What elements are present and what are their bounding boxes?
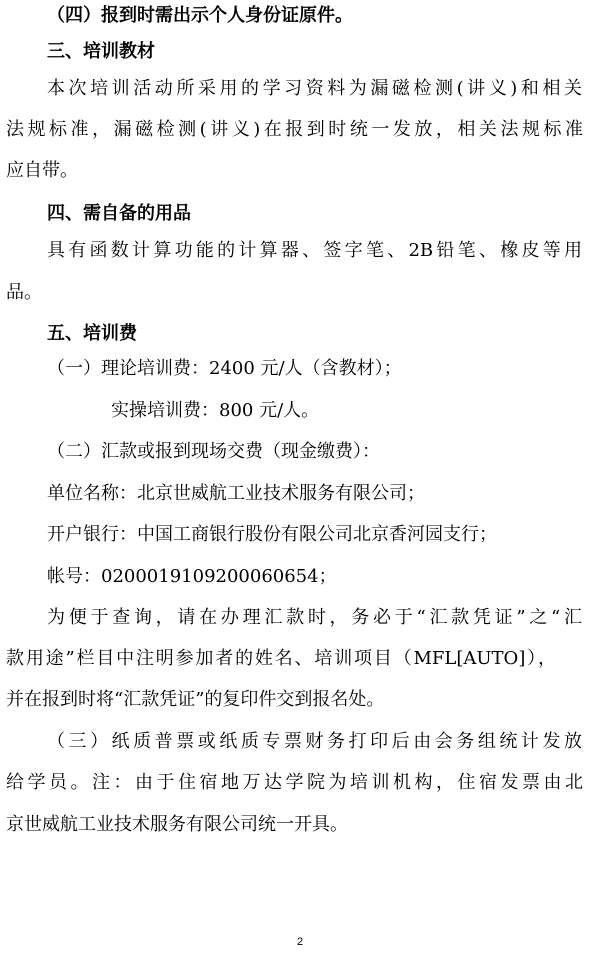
paragraph-remittance-line-1: 为便于查询，请在办理汇款时，务必于“汇款凭证”之“汇 bbox=[47, 607, 582, 628]
fee-payment-method: （二）汇款或报到现场交费（现金缴费）： bbox=[47, 441, 380, 462]
paragraph-invoice-line-1: （三）纸质普票或纸质专票财务打印后由会务组统计发放 bbox=[47, 731, 582, 752]
paragraph-materials-line-2: 法规标准，漏磁检测(讲义)在报到时统一发放，相关法规标准 bbox=[6, 119, 583, 140]
paragraph-invoice-line-2: 给学员。注：由于住宿地万达学院为培训机构，住宿发票由北 bbox=[6, 772, 583, 793]
heading-training-fee: 五、培训费 bbox=[47, 323, 137, 344]
paragraph-items-line-1: 具有函数计算功能的计算器、签字笔、2B铅笔、橡皮等用 bbox=[47, 240, 582, 261]
fee-theory: （一）理论培训费：2400 元/人（含教材）； bbox=[47, 358, 402, 379]
bank-company-name: 单位名称：北京世威航工业技术服务有限公司； bbox=[47, 483, 425, 504]
bank-account-number: 帐号：0200019109200060654； bbox=[47, 566, 337, 587]
bank-name: 开户银行：中国工商银行股份有限公司北京香河园支行； bbox=[47, 524, 497, 545]
page-number: 2 bbox=[296, 936, 304, 948]
heading-self-prepared-items: 四、需自备的用品 bbox=[47, 203, 191, 224]
item-id-card-requirement: （四）报到时需出示个人身份证原件。 bbox=[47, 5, 353, 26]
fee-practical: 实操培训费：800 元/人。 bbox=[111, 400, 320, 421]
paragraph-materials-line-1: 本次培训活动所采用的学习资料为漏磁检测(讲义)和相关 bbox=[47, 78, 582, 99]
paragraph-remittance-line-2: 款用途”栏目中注明参加者的姓名、培训项目（MFL[AUTO]）， bbox=[6, 648, 556, 669]
paragraph-invoice-line-3: 京世威航工业技术服务有限公司统一开具。 bbox=[6, 814, 348, 835]
heading-training-materials: 三、培训教材 bbox=[47, 41, 155, 62]
paragraph-remittance-line-3: 并在报到时将“汇款凭证”的复印件交到报名处。 bbox=[6, 689, 385, 710]
paragraph-materials-line-3: 应自带。 bbox=[6, 160, 78, 181]
paragraph-items-line-2: 品。 bbox=[6, 282, 42, 303]
